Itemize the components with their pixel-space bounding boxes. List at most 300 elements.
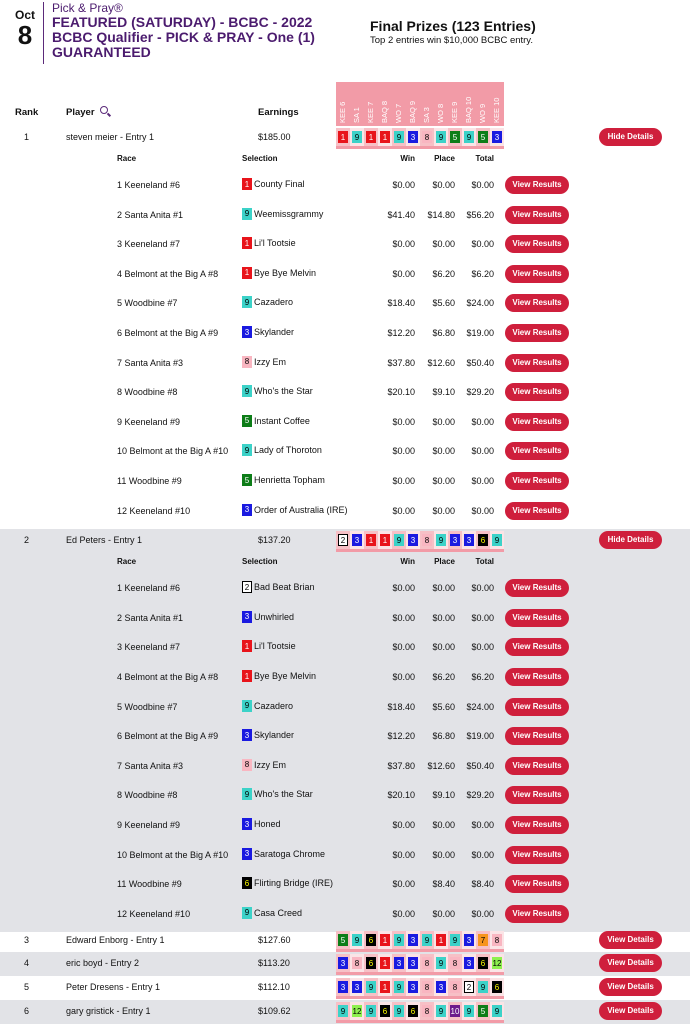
win-amount: $12.20	[387, 731, 415, 742]
saddlecloth-number: 8	[492, 934, 502, 946]
selection	[242, 415, 310, 427]
race-name: 11 Woodbine #9	[117, 476, 182, 486]
win-amount: $0.00	[392, 612, 415, 623]
total-amount: $0.00	[471, 239, 494, 250]
player-row	[0, 126, 690, 148]
win-amount: $20.10	[387, 790, 415, 801]
details-header-selection: Selection	[242, 154, 278, 163]
contest-name-line2: BCBC Qualifier - PICK & PRAY - One (1)	[52, 29, 315, 45]
pick-cell	[434, 954, 448, 972]
prizes-title: Final Prizes (123 Entries)	[370, 18, 536, 34]
pick-cell	[350, 1002, 364, 1020]
pick-cell	[420, 128, 434, 146]
player-earnings: $185.00	[258, 132, 291, 142]
saddlecloth-number: 1	[380, 534, 390, 546]
view-results-button[interactable]: View Results	[505, 816, 569, 834]
saddlecloth-number: 3	[464, 934, 474, 946]
pick-cell	[378, 978, 392, 996]
horse-name: Cazadero	[254, 700, 294, 711]
win-amount: $0.00	[392, 416, 415, 427]
pick-cell	[378, 1002, 392, 1020]
race-name: 9 Keeneland #9	[117, 820, 181, 830]
saddlecloth-number: 8	[450, 957, 460, 969]
pick-cell	[336, 531, 350, 549]
race-name: 10 Belmont at the Big A #10	[117, 849, 229, 860]
view-details-button[interactable]: View Details	[599, 978, 662, 996]
selection	[242, 296, 293, 308]
pick-cell	[350, 954, 364, 972]
player-rank: 6	[24, 1006, 30, 1016]
pick-cell	[378, 954, 392, 972]
pick-cell	[448, 1002, 462, 1020]
hide-details-button[interactable]: Hide Details	[599, 128, 662, 146]
player-picks	[336, 978, 504, 999]
pick-cell	[490, 1002, 504, 1020]
pick-cell	[434, 1002, 448, 1020]
race-name: 8 Woodbine #8	[117, 790, 178, 801]
race-result-row	[0, 407, 690, 436]
rank-column-header: Rank	[15, 107, 39, 118]
place-amount: $6.80	[432, 328, 455, 338]
horse-name: Who's the Star	[254, 386, 313, 397]
pick-cell	[490, 531, 504, 549]
saddlecloth-number: 3	[464, 534, 474, 546]
pick-cell	[490, 931, 504, 949]
view-results-button[interactable]: View Results	[505, 638, 569, 656]
total-amount: $0.00	[471, 180, 494, 190]
total-amount: $56.20	[466, 209, 494, 220]
win-amount: $0.00	[392, 446, 415, 457]
selection	[242, 877, 333, 889]
saddlecloth-number: 12	[492, 958, 502, 968]
view-results-button[interactable]: View Results	[505, 579, 569, 597]
saddlecloth-number: 9	[422, 934, 432, 946]
player-rank: 3	[24, 935, 30, 945]
selection	[242, 356, 286, 368]
saddlecloth-number: 9	[352, 934, 362, 946]
saddlecloth-number: 1	[380, 934, 390, 946]
pick-cell	[420, 954, 434, 972]
place-amount: $6.20	[432, 268, 455, 279]
player-picks	[336, 1002, 504, 1023]
saddlecloth-number: 8	[242, 759, 252, 771]
details-header-place: Place	[434, 154, 455, 163]
place-amount: $0.00	[432, 849, 455, 860]
selection	[242, 504, 348, 516]
selection	[242, 670, 316, 682]
saddlecloth-number: 9	[436, 957, 446, 969]
race-name: 2 Santa Anita #1	[117, 612, 184, 623]
total-amount: $0.00	[471, 642, 494, 653]
player-name: Edward Enborg - Entry 1	[66, 935, 165, 945]
total-amount: $0.00	[471, 612, 494, 623]
race-name: 2 Santa Anita #1	[117, 209, 184, 220]
view-results-button[interactable]: View Results	[505, 846, 569, 864]
view-results-button[interactable]: View Results	[505, 727, 569, 745]
pick-cell	[336, 931, 350, 949]
details-header-place: Place	[434, 557, 455, 567]
saddlecloth-number: 9	[450, 934, 460, 946]
saddlecloth-number: 2	[464, 981, 474, 993]
race-result-row	[0, 436, 690, 465]
selection	[242, 474, 325, 486]
view-results-button[interactable]: View Results	[505, 413, 569, 431]
horse-name: Saratoga Chrome	[254, 848, 326, 859]
view-results-button[interactable]: View Results	[505, 698, 569, 716]
hide-details-button[interactable]: Hide Details	[599, 531, 662, 549]
player-name: eric boyd - Entry 2	[66, 958, 140, 968]
total-amount: $0.00	[471, 908, 494, 919]
details-header-win: Win	[400, 557, 415, 567]
saddlecloth-number: 3	[492, 131, 502, 143]
player-rank: 5	[24, 982, 30, 992]
race-name: 7 Santa Anita #3	[117, 760, 184, 771]
selection	[242, 267, 316, 279]
win-amount: $41.40	[387, 209, 415, 220]
win-amount: $0.00	[392, 180, 415, 190]
saddlecloth-number: 1	[380, 957, 390, 969]
saddlecloth-number: 5	[242, 474, 252, 486]
saddlecloth-number: 9	[492, 1005, 502, 1017]
place-amount: $5.60	[432, 701, 455, 712]
horse-name: Izzy Em	[254, 356, 287, 367]
saddlecloth-number: 9	[242, 208, 252, 220]
race-result-row	[0, 496, 690, 525]
saddlecloth-number: 5	[450, 131, 460, 143]
saddlecloth-number: 3	[408, 131, 418, 143]
win-amount: $0.00	[392, 849, 415, 860]
view-results-button[interactable]: View Results	[505, 442, 569, 460]
saddlecloth-number: 5	[242, 415, 252, 427]
contest-header	[0, 0, 690, 72]
saddlecloth-number: 8	[422, 957, 432, 969]
saddlecloth-number: 9	[242, 444, 252, 456]
pick-cell	[462, 978, 476, 996]
view-results-button[interactable]: View Results	[505, 235, 569, 253]
pick-cell	[490, 954, 504, 972]
race-name: 12 Keeneland #10	[117, 908, 191, 919]
race-column-header	[448, 82, 462, 126]
place-amount: $12.60	[427, 357, 455, 368]
pick-cell	[448, 954, 462, 972]
saddlecloth-number: 3	[394, 957, 404, 969]
race-result-row	[0, 632, 690, 661]
saddlecloth-number: 2	[242, 581, 252, 593]
saddlecloth-number: 2	[338, 534, 348, 546]
race-result-row	[0, 662, 690, 691]
win-amount: $0.00	[392, 239, 415, 250]
place-amount: $0.00	[432, 416, 455, 427]
saddlecloth-number: 3	[408, 534, 418, 546]
saddlecloth-number: 6	[366, 957, 376, 969]
pick-cell	[462, 1002, 476, 1020]
race-column-header	[462, 82, 476, 126]
saddlecloth-number: 6	[492, 981, 502, 993]
saddlecloth-number: 9	[242, 296, 252, 308]
saddlecloth-number: 1	[242, 237, 252, 249]
saddlecloth-number: 9	[436, 1005, 446, 1017]
pick-cell	[392, 1002, 406, 1020]
view-results-button[interactable]: View Results	[505, 502, 569, 520]
place-amount: $0.00	[432, 476, 455, 486]
saddlecloth-number: 7	[478, 934, 488, 946]
selection	[242, 700, 293, 712]
player-picks	[336, 531, 504, 552]
player-column-header[interactable]	[66, 107, 108, 118]
horse-name: Casa Creed	[254, 907, 303, 918]
race-column-label: SA 3	[422, 107, 431, 123]
selection	[242, 729, 294, 741]
view-details-button[interactable]: View Details	[599, 931, 662, 949]
view-details-button[interactable]: View Details	[599, 1002, 662, 1020]
saddlecloth-number: 9	[394, 1005, 404, 1017]
contest-name-line3: GUARANTEED	[52, 44, 151, 60]
race-result-row	[0, 810, 690, 839]
details-header-race: Race	[117, 154, 137, 163]
race-name: 5 Woodbine #7	[117, 298, 178, 309]
view-details-button[interactable]: View Details	[599, 954, 662, 972]
view-results-button[interactable]: View Results	[505, 294, 569, 312]
pick-cell	[434, 931, 448, 949]
total-amount: $19.00	[466, 328, 494, 338]
race-column-label: WO 7	[394, 103, 403, 123]
place-amount: $9.10	[432, 790, 455, 801]
saddlecloth-number: 9	[436, 534, 446, 546]
win-amount: $18.40	[387, 298, 415, 309]
view-results-button[interactable]: View Results	[505, 875, 569, 893]
pick-cell	[448, 128, 462, 146]
saddlecloth-number: 3	[464, 957, 474, 969]
race-result-row	[0, 348, 690, 377]
race-result-row	[0, 200, 690, 229]
view-results-button[interactable]: View Results	[505, 324, 569, 342]
view-results-button[interactable]: View Results	[505, 206, 569, 224]
saddlecloth-number: 9	[242, 700, 252, 712]
selection	[242, 326, 294, 338]
player-column-label: Player	[66, 107, 95, 118]
pick-cell	[420, 531, 434, 549]
total-amount: $24.00	[466, 298, 494, 309]
saddlecloth-number: 5	[478, 131, 488, 143]
view-results-button[interactable]: View Results	[505, 757, 569, 775]
pick-cell	[406, 978, 420, 996]
player-earnings: $127.60	[258, 935, 291, 945]
view-results-button[interactable]: View Results	[505, 176, 569, 194]
race-name: 4 Belmont at the Big A #8	[117, 268, 219, 279]
view-results-button[interactable]: View Results	[505, 383, 569, 401]
earnings-column-header: Earnings	[258, 107, 299, 118]
pick-cell	[364, 531, 378, 549]
horse-name: Unwhirled	[254, 611, 295, 622]
view-results-button[interactable]: View Results	[505, 265, 569, 283]
pick-cell	[406, 531, 420, 549]
selection	[242, 385, 313, 397]
horse-name: County Final	[254, 179, 305, 189]
selection	[242, 818, 281, 830]
race-name: 11 Woodbine #9	[117, 879, 182, 890]
race-column-label: WO 9	[478, 103, 487, 123]
pick-cell	[336, 128, 350, 146]
player-earnings: $137.20	[258, 535, 291, 546]
total-amount: $8.40	[471, 879, 494, 890]
race-name: 3 Keeneland #7	[117, 642, 181, 653]
place-amount: $6.80	[432, 731, 455, 742]
race-name: 7 Santa Anita #3	[117, 357, 184, 368]
pick-cell	[420, 978, 434, 996]
win-amount: $0.00	[392, 583, 415, 594]
pick-cell	[476, 531, 490, 549]
total-amount: $50.40	[466, 760, 494, 771]
pick-cell	[420, 931, 434, 949]
horse-name: Skylander	[254, 327, 295, 337]
pick-cell	[434, 531, 448, 549]
horse-name: Li'l Tootsie	[254, 238, 296, 249]
saddlecloth-number: 9	[394, 131, 404, 143]
pick-cell	[350, 531, 364, 549]
pick-cell	[378, 128, 392, 146]
view-results-button[interactable]: View Results	[505, 609, 569, 627]
race-result-row	[0, 692, 690, 721]
pick-cell	[406, 954, 420, 972]
saddlecloth-number: 3	[242, 729, 252, 741]
horse-name: Weemissgrammy	[254, 208, 324, 219]
saddlecloth-number: 6	[478, 957, 488, 969]
selection	[242, 237, 296, 249]
saddlecloth-number: 9	[394, 934, 404, 946]
saddlecloth-number: 3	[242, 818, 252, 830]
race-column-label: KEE 9	[450, 101, 459, 123]
player-earnings: $113.20	[258, 958, 290, 968]
selection	[242, 581, 315, 593]
race-result-row	[0, 259, 690, 288]
pick-cell	[490, 978, 504, 996]
race-column-header	[378, 82, 392, 126]
place-amount: $6.20	[432, 672, 455, 682]
player-earnings: $112.10	[258, 982, 290, 992]
place-amount: $0.00	[432, 505, 455, 516]
win-amount: $0.00	[392, 268, 415, 279]
total-amount: $19.00	[466, 731, 494, 742]
race-result-row	[0, 869, 690, 898]
saddlecloth-number: 8	[422, 1005, 432, 1017]
saddlecloth-number: 9	[478, 981, 488, 993]
pick-cell	[392, 128, 406, 146]
total-amount: $0.00	[471, 505, 494, 516]
pick-cell	[476, 128, 490, 146]
player-rank: 4	[24, 958, 30, 968]
view-results-button[interactable]: View Results	[505, 472, 569, 490]
saddlecloth-number: 3	[352, 981, 362, 993]
total-amount: $0.00	[471, 476, 494, 486]
race-column-label: BAQ 9	[408, 100, 417, 123]
race-result-row	[0, 466, 690, 495]
saddlecloth-number: 9	[436, 131, 446, 143]
view-results-button[interactable]: View Results	[505, 668, 569, 686]
place-amount: $0.00	[432, 642, 455, 653]
pick-cell	[336, 978, 350, 996]
saddlecloth-number: 8	[422, 131, 432, 143]
race-column-label: KEE 7	[366, 101, 375, 123]
search-icon[interactable]	[100, 106, 108, 114]
contest-name-line1: FEATURED (SATURDAY) - BCBC - 2022	[52, 14, 313, 30]
win-amount: $20.10	[387, 387, 415, 398]
contest-title	[52, 1, 352, 60]
view-results-button[interactable]: View Results	[505, 786, 569, 804]
race-name: 5 Woodbine #7	[117, 701, 178, 712]
total-amount: $24.00	[466, 701, 494, 712]
race-column-headers	[336, 82, 504, 126]
total-amount: $0.00	[471, 416, 494, 427]
view-results-button[interactable]: View Results	[505, 905, 569, 923]
place-amount: $0.00	[432, 820, 455, 830]
race-column-header	[350, 82, 364, 126]
pick-cell	[434, 128, 448, 146]
pick-cell	[392, 931, 406, 949]
pick-cell	[420, 1002, 434, 1020]
saddlecloth-number: 1	[366, 131, 376, 143]
race-column-label: KEE 6	[338, 101, 347, 123]
selection	[242, 759, 286, 771]
race-name: 10 Belmont at the Big A #10	[117, 446, 229, 457]
saddlecloth-number: 1	[380, 131, 390, 143]
view-results-button[interactable]: View Results	[505, 354, 569, 372]
saddlecloth-number: 3	[352, 534, 362, 546]
saddlecloth-number: 9	[394, 534, 404, 546]
race-column-header	[434, 82, 448, 126]
win-amount: $0.00	[392, 476, 415, 486]
saddlecloth-number: 6	[408, 1005, 418, 1017]
pick-cell	[364, 128, 378, 146]
race-name: 1 Keeneland #6	[117, 180, 181, 190]
horse-name: Izzy Em	[254, 759, 287, 770]
player-name: Ed Peters - Entry 1	[66, 535, 143, 546]
pick-cell	[476, 978, 490, 996]
race-name: 6 Belmont at the Big A #9	[117, 328, 219, 338]
saddlecloth-number: 6	[380, 1005, 390, 1017]
horse-name: Cazadero	[254, 297, 294, 308]
pick-cell	[476, 931, 490, 949]
horse-name: Bye Bye Melvin	[254, 671, 317, 681]
saddlecloth-number: 3	[408, 957, 418, 969]
pick-cell	[336, 1002, 350, 1020]
pick-cell	[448, 531, 462, 549]
pick-cell	[336, 954, 350, 972]
selection	[242, 178, 305, 190]
total-amount: $0.00	[471, 583, 494, 594]
pick-cell	[462, 531, 476, 549]
horse-name: Li'l Tootsie	[254, 641, 296, 652]
win-amount: $0.00	[392, 820, 415, 830]
horse-name: Who's the Star	[254, 789, 313, 800]
place-amount: $0.00	[432, 180, 455, 190]
horse-name: Bye Bye Melvin	[254, 267, 317, 278]
race-column-header	[420, 82, 434, 126]
pick-cell	[392, 978, 406, 996]
pick-cell	[462, 931, 476, 949]
horse-name: Henrietta Topham	[254, 475, 325, 485]
total-amount: $29.20	[466, 790, 494, 801]
race-column-header	[364, 82, 378, 126]
horse-name: Honed	[254, 819, 281, 829]
win-amount: $0.00	[392, 505, 415, 516]
place-amount: $0.00	[432, 612, 455, 623]
saddlecloth-number: 1	[436, 934, 446, 946]
race-result-row	[0, 751, 690, 780]
saddlecloth-number: 6	[478, 534, 488, 546]
saddlecloth-number: 9	[492, 534, 502, 546]
horse-name: Skylander	[254, 730, 295, 741]
saddlecloth-number: 3	[242, 326, 252, 338]
